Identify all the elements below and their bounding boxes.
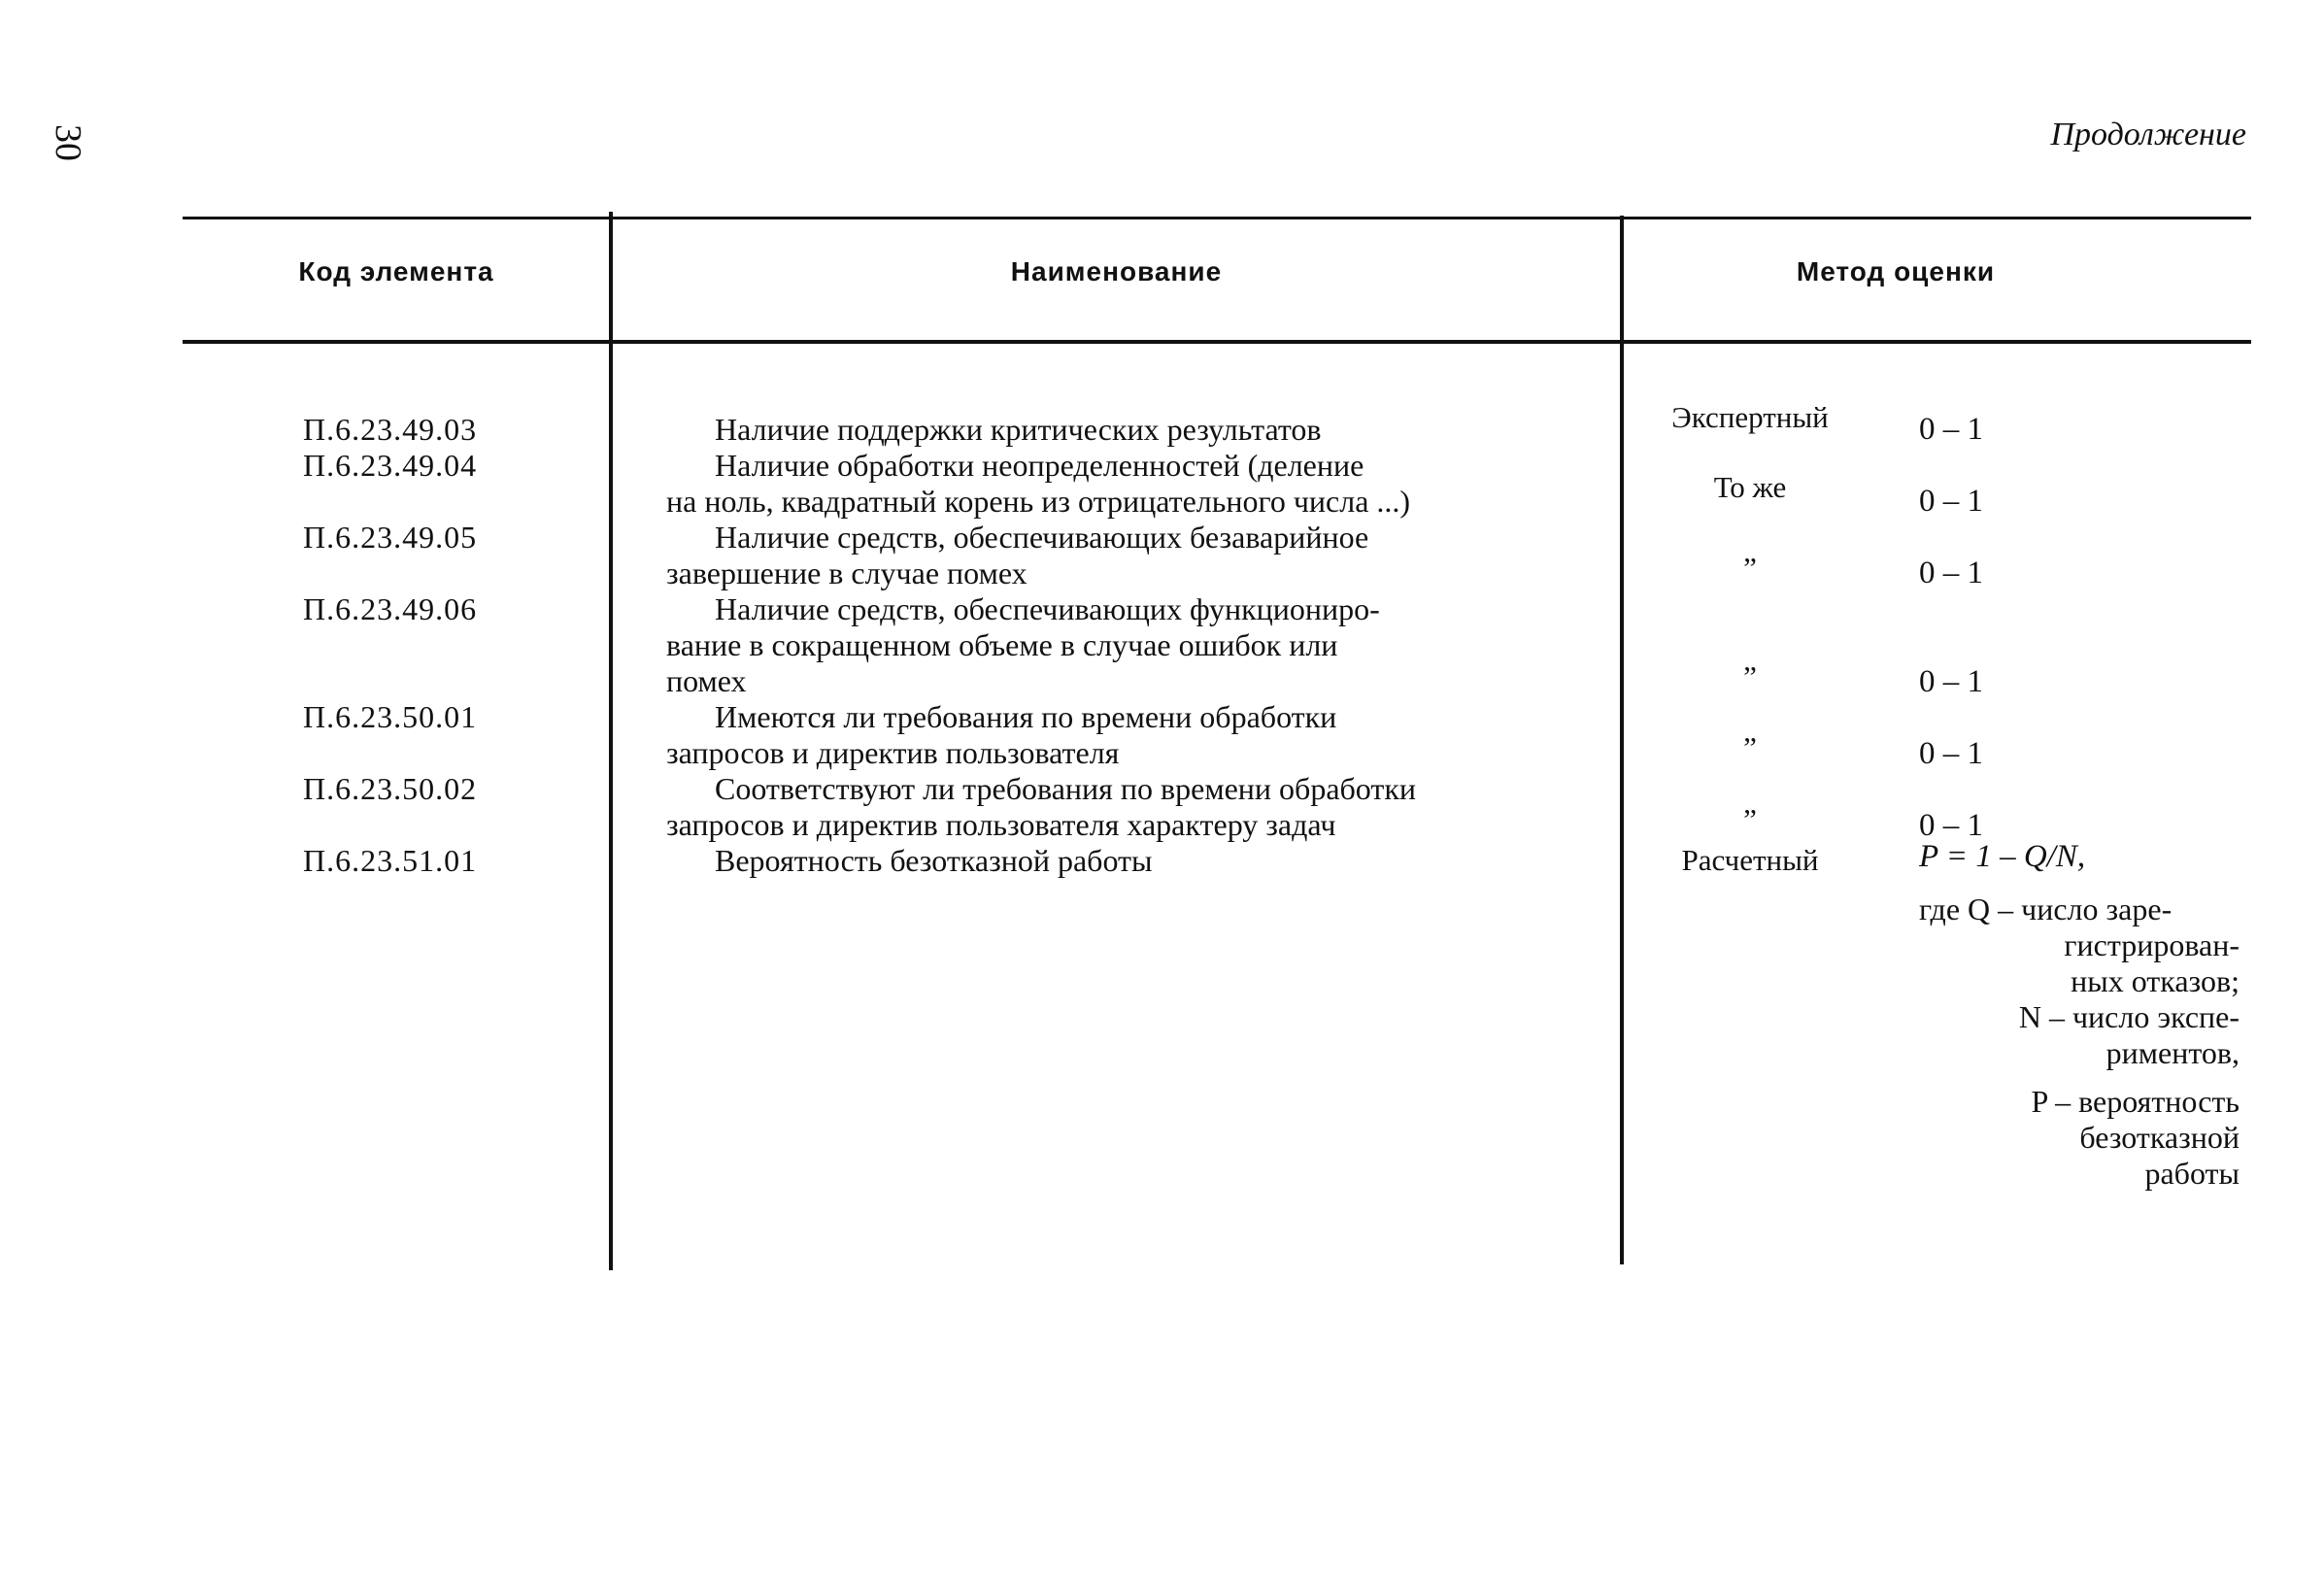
row-method: ” [1743,659,1757,693]
row-code: П.6.23.49.05 [303,520,478,555]
row-method: Экспертный [1671,400,1829,434]
row-name-line: Наличие поддержки критических результатов [715,412,1322,447]
row-range: 0 – 1 [1919,412,1983,447]
row-name-line: Наличие средств, обеспечивающих функциониро- [715,591,1380,626]
table-header-rule [183,340,2251,344]
row-name [666,843,1618,879]
row-range: P = 1 – Q/N, [1919,839,2086,874]
formula-note-line: N – число экспе- [2018,999,2240,1034]
row-range: 0 – 1 [1919,664,1983,699]
row-code: П.6.23.49.03 [303,412,478,447]
row-method: Расчетный [1681,843,1819,877]
row-name [666,412,1618,448]
row-code: П.6.23.49.04 [303,448,478,483]
row-name [666,448,1618,520]
row-name-line: Имеются ли требования по времени обработки [715,699,1337,734]
row-name [666,520,1618,591]
row-name-line: Наличие средств, обеспечивающих безаварийное [715,520,1369,555]
formula-note-line: безотказной [2079,1120,2240,1155]
row-method: ” [1743,730,1757,764]
formula-note-line: P – вероятность [2031,1084,2240,1119]
row-name-line: Наличие обработки неопределенностей (деление [715,448,1364,483]
continuation-label: Продолжение [2050,117,2246,152]
formula-note-line: гистрирован- [2064,927,2240,962]
row-name-line: Соответствуют ли требования по времени обработки [715,771,1417,806]
row-name [666,771,1618,843]
row-method: То же [1713,470,1787,504]
row-range: 0 – 1 [1919,555,1983,590]
row-name-line: Вероятность безотказной работы [715,843,1153,878]
row-name-line: на ноль, квадратный корень из отрицательного числа ...) [666,484,1411,519]
row-name [666,699,1618,771]
page-number: 30 [48,124,88,161]
row-method: ” [1743,551,1757,585]
formula-note-line: риментов, [2105,1035,2240,1070]
column-divider-1 [609,212,613,1270]
table-top-rule [183,217,2251,219]
row-range: 0 – 1 [1919,484,1983,519]
row-name-line: помех [666,663,747,698]
formula-note-line: ных отказов; [2071,963,2240,998]
formula-note-line: где Q – число заре- [1919,892,2172,926]
row-range: 0 – 1 [1919,808,1983,843]
header-name: Наименование [1010,256,1223,286]
row-range: 0 – 1 [1919,736,1983,771]
row-method: ” [1743,802,1757,836]
row-code: П.6.23.51.01 [303,843,478,878]
header-method: Метод оценки [1796,256,1996,286]
row-name-line: запросов и директив пользователя [666,735,1120,770]
row-code: П.6.23.50.02 [303,771,478,806]
formula-note-line: работы [2144,1156,2240,1191]
row-name-line: завершение в случае помех [666,555,1027,590]
row-code: П.6.23.50.01 [303,699,478,734]
row-name [666,591,1618,699]
row-name-line: запросов и директив пользователя характеру задач [666,807,1336,842]
header-code: Код элемента [298,256,494,286]
row-name-line: вание в сокращенном объеме в случае ошибок или [666,627,1338,662]
row-code: П.6.23.49.06 [303,591,478,626]
